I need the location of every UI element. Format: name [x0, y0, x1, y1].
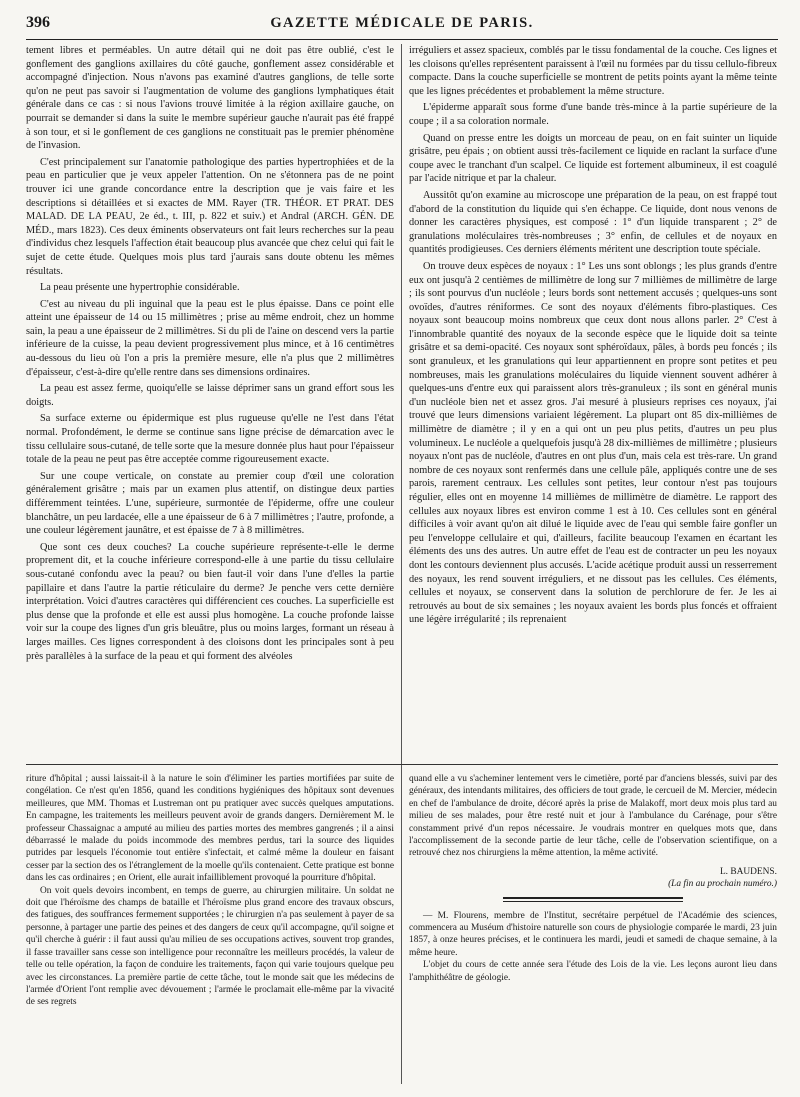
- paragraph: C'est principalement sur l'anatomie pathologique des parties hypertrophiées et de la peau en particulier que je veux appeler l'attention. On ne s'étonnera pas de ne point trouver ici une grande concordance entre la description que je vais faire et les descriptions si détaillées et si exactes de MM. Rayer (TR. THÉOR. ET PRAT. DES MALAD. DE LA PEAU, 2e éd., t. III, p. 822 et suiv.) et Andral (ARCH. GÉN. DE MÉD., mars 1823). Ces deux éminents observateurs ont fait leurs recherches sur la peau d'individus chez lesquels l'affection était beaucoup plus avancée que chez celui qui fait le sujet de cette étude. Quelques mois plus tard j'aurais sans doute obtenu les mêmes résultats.: [26, 156, 394, 277]
- paragraph: C'est au niveau du pli inguinal que la peau est le plus épaisse. Dans ce point elle atteint une épaisseur de 14 ou 15 millimètres ; prise au même endroit, chez un homme sain, la peau a une épaisseur de 2 millimètres. Si du pli de l'aine on descend vers la partie inférieure de la cuisse, la peau devient progressivement plus mince, et à 16 centimètres au-dessous du lieu où l'on a pris la première mesure, elle n'a plus que 2 millimètres d'épaisseur, c'est-à-dire qu'elle rentre dans ses dimensions ordinaires.: [26, 298, 394, 378]
- lower-right-column: [409, 773, 777, 1089]
- section-ornament: [503, 897, 683, 902]
- paragraph: Aussitôt qu'on examine au microscope une préparation de la peau, on est frappé tout d'abord de la constitution du liquide qui s'en échappe. Ce liquide, dont nous venons de donner les caractères physiques, est composé : 1° d'un liquide transparent ; 2° de granulations moléculaires très-nombreuses ; 3° enfin, de cellules et de noyaux en quantités prodigieuses. Ces derniers éléments méritent une description toute spéciale.: [409, 189, 777, 256]
- paragraph: irréguliers et assez spacieux, comblés par le tissu fondamental de la couche. Ces lignes et les cloisons qu'elles représentent paraissent à l'œil nu formées par du tissu cellulo-fibreux compacte. Dans la couche superficielle se montrent de petits points ayant la même teinte que les lignes précédentes et probablement la même structure.: [409, 45, 777, 97]
- upper-right-column: [409, 44, 777, 756]
- paragraph: La peau présente une hypertrophie considérable.: [40, 282, 240, 294]
- paragraph: riture d'hôpital ; aussi laissait-il à la nature le soin d'éliminer les parties mortifiées par suite de congélation. Ce n'est qu'en 1856, quand les conditions hygiéniques des hôpitaux sont devenues meilleures, que MM. Thomas et Lustreman ont pu pratiquer avec succès quelques amputations. En campagne, les traitements les meilleurs peuvent avoir de grands dangers. Dernièrement M. le professeur Chassaignac a amputé au milieu des parties mortes des membres gangrenés ; il a ainsi débarrassé le malade du poids incommode des membres perdus, tari la source des liquides putrides par lesquels l'économie tout entière s'infectait, et calmé même la douleur en faisant cesser par la section des os l'étranglement de la moelle qu'ils contenaient. Cette pratique est bonne dans les cas ordinaires ; en Orient, elle aurait infailliblement provoqué la pourriture d'hôpital.: [26, 774, 394, 884]
- paragraph: tement libres et perméables. Un autre détail qui ne doit pas être oublié, c'est le gonflement des ganglions axillaires du côté gauche, gonflement assez considérable et accompagné d'injection. Nous n'avons pas examiné d'autres ganglions, de telle sorte qu'on ne peut pas savoir si l'augmentation de volume des ganglions lymphatiques était générale dans ce cas : si nous l'avions trouvé limitée à la région axillaire gauche, on pourrait se demander si dans la suite le membre supérieur gauche n'aurait pas été frappé à son tour, et si le gonflement de ces ganglions ne constituait pas le premier phénomène de l'invasion.: [26, 45, 394, 152]
- header-rule: [26, 39, 778, 40]
- continuation-note: (La fin au prochain numéro.): [668, 879, 777, 890]
- page-header: [26, 14, 778, 38]
- paragraph: On voit quels devoirs incombent, en temps de guerre, au chirurgien militaire. Un soldat ne doit que l'héroïsme des champs de bataille et l'héroïsme plus grand encore des travaux obscurs, des fatigues, des souffrances fermement supportées ; le chirurgien n'a pas seulement à payer de sa personne, à partager une partie des peines et des dangers de ceux qu'il accompagne, qu'il soigne et qu'il cherche à guérir : il faut aussi qu'au milieu de ses occupations actives, souvent trop grandes, il fasse travailler sans cesse son intelligence pour reconnaître les meilleurs procédés, la valeur de telle ou telle opération, la façon de conduire les traitements, façon qui varie toujours quelque peu avec les circonstances. La première partie de cette tâche, tout le monde sait que les médecins de l'armée d'Orient l'ont remplie avec dévouement ; l'armée le proclamait elle-même par la vivacité de ses regrets: [26, 885, 394, 1008]
- lower-left-column: [26, 773, 394, 1089]
- paragraph: Sur une coupe verticale, on constate au premier coup d'œil une coloration généralement grisâtre ; mais par un examen plus attentif, on distingue deux parties différemment teintées. L'une, supérieure, surmontée de l'épiderme, offre une couleur blanchâtre, un peu lardacée, elle a une épaisseur de 6 à 7 millimètres ; l'autre, profonde, a une couleur légèrement jaunâtre, et est épaisse de 7 à 8 millimètres.: [26, 470, 394, 537]
- announcement-paragraph: L'objet du cours de cette année sera l'étude des Lois de la vie. Les leçons auront lieu dans l'amphithéâtre de géologie.: [409, 960, 777, 983]
- paragraph: L'épiderme apparaît sous forme d'une bande très-mince à la partie supérieure de la coupe ; il a sa coloration normale.: [409, 102, 777, 127]
- page-number: 396: [26, 14, 50, 31]
- announcement-paragraph: — M. Flourens, membre de l'Institut, secrétaire perpétuel de l'Académie des sciences, commencera au Muséum d'histoire naturelle son cours de physiologie comparée le mardi, 23 juin 1857, à onze heures précises, et le continuera les mardi, jeudi et samedi de chaque semaine, à la même heure.: [409, 910, 777, 958]
- feuilleton-rule: [26, 764, 778, 765]
- paragraph: Sa surface externe ou épidermique est plus rugueuse qu'elle ne l'est dans l'état normal. Profondément, le derme se continue sans ligne précise de démarcation avec le tissu cellulaire sous-cutané, de telle sorte que la mesure donnée plus haut pour l'épaisseur totale de la peau ne peut pas être acceptée comme rigoureusement exacte.: [26, 413, 394, 466]
- author-signature: L. BAUDENS.: [719, 866, 777, 877]
- paragraph: On trouve deux espèces de noyaux : 1° Les uns sont oblongs ; les plus grands d'entre eux ont jusqu'à 2 centièmes de millimètre de long sur 7 millièmes de millimètre de large ; ils sont pourvus d'un nucléole ; leurs bords sont nettement accusés ; quelques-uns sont ovoïdes, d'autres réniformes. Ce sont des noyaux d'éléments fibro-plastiques. Ces noyaux sont beaucoup moins nombreux que ceux dont nous allons parler. 2° C'est à l'innombrable quantité des noyaux de la seconde espèce que le liquide doit sa teinte grisâtre et sa demi-opacité. Ces noyaux sont sphéroïdaux, pâles, à bords peu foncés ; ils sont granuleux, et les granulations qui leur appartiennent en propre sont petites et peu nombreuses, mais les granulations moléculaires du liquide viennent souvent adhérer à quelques-uns d'entre eux qui paraissent alors très-granuleux ; ils sont en général munis d'un nucléole bien net et assez gros. J'ai mesuré à plusieurs reprises ces noyaux, j'ai trouvé que leurs dimensions variaient légèrement. La plupart ont 85 dix-millièmes de millimètre de diamètre ; il y en a qui ont un peu plus petits, d'autres un peu plus volumineux. Le nucléole a quelquefois jusqu'à 28 dix-millièmes de millimètre ; plusieurs noyaux n'ont pas de nucléole, d'autres en ont plus d'un, mais cela est très-rare. Un grand nombre de ces noyaux sont renfermés dans une cellule pâle, appliqués contre une de ses parois, rarement centraux. Les cellules sont petites, leur contour n'est pas toujours régulier, elles ont en moyenne 14 millièmes de millimètre de diamètre. Le rapport des cellules aux noyaux libres est environ comme 1 est à 10. Ces cellules sont en général difficiles à voir avant qu'on ait dilué le liquide avec de l'eau qui semble faire gonfler un peu l'enveloppe cellulaire et qui, d'ailleurs, facilite beaucoup l'examen en écartant les éléments des uns des autres. Un autre effet de l'eau est de contracter un peu les noyaux dont les contours deviennent plus accusés. L'acide acétique produit aussi un resserrement des noyaux, les rend souvent irréguliers, et ne dissout pas les cellules. Ces éléments, cellules et noyaux, se conservent dans la solution de perchlorure de fer. Je les ai retrouvés au bout de six semaines ; les noyaux avaient les bords plus foncés et offraient une légère irrégularité ; ils reprenaient: [409, 260, 777, 626]
- column-divider: [401, 44, 402, 1084]
- upper-left-column: [26, 44, 394, 756]
- paragraph: quand elle a vu s'acheminer lentement vers le cimetière, porté par d'anciens blessés, suivi par des généraux, des intendants militaires, des officiers de tout grade, le cercueil de M. Mercier, médecin en chef de l'ambulance de droite, décoré après la prise de Malakoff, mort deux mois plus tard au milieu de ses malades, pour être resté nuit et jour à l'ambulance du Carénage, pour s'être constamment privé d'un repos nécessaire. Je voudrais montrer en quelques mots que, dans l'accomplissement de la seconde partie de leur tâche, celle de l'observation scientifique, on a retrouvé chez nos chirurgiens la même attention, la même activité.: [409, 774, 777, 859]
- paragraph: Que sont ces deux couches? La couche supérieure représente-t-elle le derme proprement dit, et la couche inférieure correspond-elle à une partie du tissu cellulaire sous-cutané confondu avec la peau? ou bien faut-il voir dans l'une d'elles la partie papillaire et dans l'autre la partie réticulaire du derme? Je penche vers cette dernière interprétation. Voici d'autres caractères qui différencient ces couches. La superficielle est plus dense que la profonde et elle est aussi plus homogène. La couche profonde laisse voir sur la coupe des lignes d'un gris bleuâtre, plus ou moins larges, formant un réseau à larges mailles. Ces lignes correspondent à des cloisons dont les principales sont à peu près parallèles à la surface de la peau et qui forment des alvéoles: [26, 541, 394, 662]
- paragraph: La peau est assez ferme, quoiqu'elle se laisse déprimer sans un grand effort sous les doigts.: [26, 383, 394, 408]
- journal-title: GAZETTE MÉDICALE DE PARIS.: [270, 15, 534, 31]
- paragraph: Quand on presse entre les doigts un morceau de peau, on en fait suinter un liquide grisâtre, peu épais ; on obtient aussi très-facilement ce liquide en raclant la surface d'une coupe avec le tranchant d'un scalpel. Ce liquide est fortement albumineux, il est coagulé par l'acide nitrique et par la chaleur.: [409, 132, 777, 185]
